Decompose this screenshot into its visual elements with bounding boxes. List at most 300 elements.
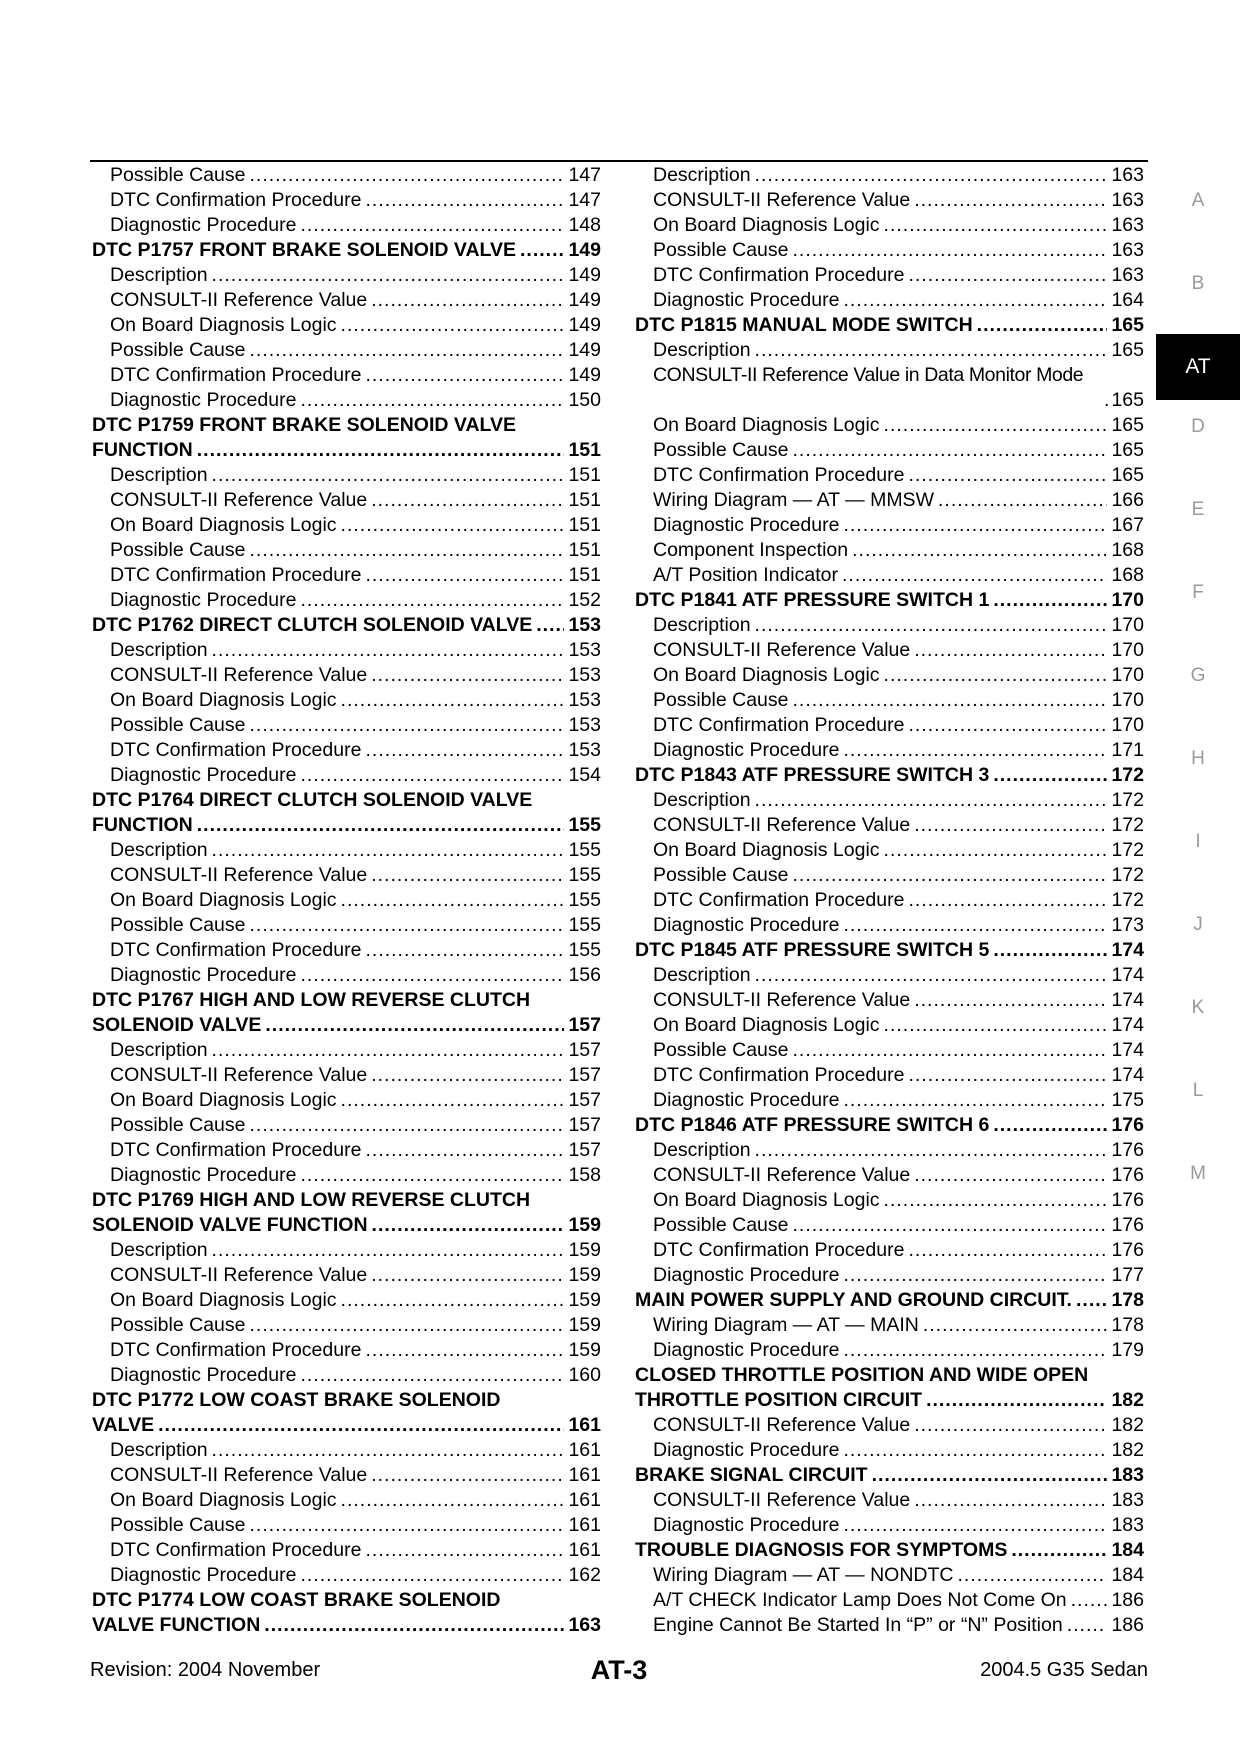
toc-entry[interactable] bbox=[635, 513, 1144, 538]
toc-entry[interactable] bbox=[635, 338, 1144, 363]
toc-entry[interactable] bbox=[635, 238, 1144, 263]
toc-title: Description bbox=[110, 464, 208, 486]
toc-title: On Board Diagnosis Logic bbox=[653, 1014, 880, 1036]
toc-entry[interactable] bbox=[635, 988, 1144, 1013]
toc-entry[interactable] bbox=[92, 838, 601, 863]
toc-entry[interactable] bbox=[92, 1088, 601, 1113]
toc-entry[interactable] bbox=[92, 688, 601, 713]
toc-page-number: 157 bbox=[568, 1114, 601, 1136]
toc-title: Possible Cause bbox=[110, 1114, 246, 1136]
dot-leader bbox=[250, 1513, 565, 1538]
toc-page-number: 151 bbox=[568, 489, 601, 511]
dot-leader bbox=[365, 188, 564, 213]
toc-page-number: 176 bbox=[1111, 1114, 1144, 1136]
dot-leader bbox=[938, 488, 1107, 513]
dot-leader bbox=[300, 388, 564, 413]
toc-entry[interactable] bbox=[92, 338, 601, 363]
dot-leader bbox=[993, 763, 1107, 788]
toc-entry[interactable] bbox=[92, 1588, 601, 1613]
toc-page-number: 176 bbox=[1111, 1239, 1144, 1261]
toc-entry[interactable] bbox=[92, 413, 601, 438]
section-tab-d[interactable]: D bbox=[1191, 416, 1205, 437]
toc-entry[interactable] bbox=[92, 1163, 601, 1188]
toc-entry[interactable] bbox=[92, 1613, 601, 1638]
toc-entry[interactable] bbox=[635, 938, 1144, 963]
toc-title: DTC Confirmation Procedure bbox=[110, 939, 362, 961]
toc-entry[interactable] bbox=[635, 1038, 1144, 1063]
toc-title: Possible Cause bbox=[110, 1314, 246, 1336]
toc-page-number: 177 bbox=[1111, 1264, 1144, 1286]
dot-leader bbox=[341, 688, 565, 713]
toc-page-number: 172 bbox=[1111, 764, 1144, 786]
toc-left-column bbox=[92, 163, 601, 1638]
toc-entry[interactable] bbox=[635, 1438, 1144, 1463]
model-text: 2004.5 G35 Sedan bbox=[980, 1659, 1148, 1681]
toc-page-number: 153 bbox=[568, 739, 601, 761]
toc-entry[interactable] bbox=[635, 488, 1144, 513]
toc-title: DTC Confirmation Procedure bbox=[653, 714, 905, 736]
toc-page-number: 148 bbox=[568, 214, 601, 236]
dot-leader bbox=[843, 738, 1107, 763]
toc-page-number: 158 bbox=[568, 1164, 601, 1186]
toc-title: Description bbox=[110, 1439, 208, 1461]
toc-page-number: 182 bbox=[1111, 1389, 1144, 1411]
toc-entry[interactable] bbox=[92, 988, 601, 1013]
toc-page-number: 155 bbox=[568, 939, 601, 961]
toc-entry[interactable] bbox=[635, 1213, 1144, 1238]
section-tab-g[interactable]: G bbox=[1190, 665, 1206, 686]
section-tab-j[interactable]: J bbox=[1193, 914, 1203, 935]
toc-entry[interactable] bbox=[92, 638, 601, 663]
toc-page-number: 163 bbox=[1111, 239, 1144, 261]
toc-page-number: 149 bbox=[568, 314, 601, 336]
toc-title: CONSULT-II Reference Value bbox=[110, 1464, 368, 1486]
dot-leader bbox=[300, 963, 564, 988]
toc-page-number: 149 bbox=[568, 289, 601, 311]
toc-entry[interactable] bbox=[635, 1263, 1144, 1288]
section-tab-e[interactable]: E bbox=[1191, 499, 1205, 520]
toc-title: DTC P1769 HIGH AND LOW REVERSE CLUTCH bbox=[92, 1189, 531, 1211]
dot-leader bbox=[914, 638, 1107, 663]
dot-leader bbox=[371, 663, 564, 688]
dot-leader bbox=[341, 513, 565, 538]
dot-leader bbox=[793, 438, 1108, 463]
toc-entry[interactable] bbox=[635, 613, 1144, 638]
toc-page-number: 176 bbox=[1111, 1164, 1144, 1186]
toc-title: Description bbox=[110, 1039, 208, 1061]
toc-title: On Board Diagnosis Logic bbox=[110, 689, 337, 711]
toc-page-number: 165 bbox=[1111, 389, 1144, 411]
dot-leader bbox=[300, 763, 564, 788]
toc-title: DTC P1845 ATF PRESSURE SWITCH 5 bbox=[635, 939, 990, 961]
toc-title: CONSULT-II Reference Value bbox=[653, 1164, 911, 1186]
toc-entry[interactable] bbox=[92, 1338, 601, 1363]
toc-page-number: 186 bbox=[1111, 1589, 1144, 1611]
toc-page-number: 157 bbox=[568, 1089, 601, 1111]
toc-page-number: 172 bbox=[1111, 889, 1144, 911]
toc-entry[interactable] bbox=[635, 713, 1144, 738]
toc-page-number: 155 bbox=[568, 839, 601, 861]
dot-leader bbox=[914, 1413, 1107, 1438]
toc-entry[interactable] bbox=[92, 463, 601, 488]
toc-page-number: 163 bbox=[1111, 164, 1144, 186]
toc-entry[interactable] bbox=[635, 588, 1144, 613]
dot-leader bbox=[914, 1488, 1107, 1513]
dot-leader bbox=[300, 213, 564, 238]
toc-entry[interactable] bbox=[92, 1363, 601, 1388]
dot-leader bbox=[755, 163, 1108, 188]
toc-title: On Board Diagnosis Logic bbox=[653, 839, 880, 861]
toc-entry[interactable] bbox=[92, 1213, 601, 1238]
toc-entry[interactable] bbox=[635, 1163, 1144, 1188]
toc-entry[interactable] bbox=[635, 963, 1144, 988]
dot-leader bbox=[371, 1063, 564, 1088]
toc-title: DTC Confirmation Procedure bbox=[110, 1539, 362, 1561]
toc-page-number: 183 bbox=[1111, 1489, 1144, 1511]
toc-entry[interactable] bbox=[635, 563, 1144, 588]
toc-title: On Board Diagnosis Logic bbox=[653, 664, 880, 686]
toc-page-number: 179 bbox=[1111, 1339, 1144, 1361]
dot-leader bbox=[1076, 1288, 1107, 1313]
toc-title: Diagnostic Procedure bbox=[653, 914, 840, 936]
toc-title: CONSULT-II Reference Value bbox=[653, 1414, 911, 1436]
toc-entry[interactable] bbox=[635, 1063, 1144, 1088]
toc-entry[interactable] bbox=[92, 863, 601, 888]
dot-leader bbox=[212, 638, 565, 663]
toc-entry[interactable] bbox=[92, 788, 601, 813]
toc-entry[interactable] bbox=[635, 1088, 1144, 1113]
dot-leader bbox=[993, 588, 1107, 613]
toc-entry[interactable] bbox=[635, 1388, 1144, 1413]
section-tab-l[interactable]: L bbox=[1192, 1080, 1204, 1101]
toc-title: Possible Cause bbox=[653, 1214, 789, 1236]
toc-entry[interactable] bbox=[92, 738, 601, 763]
toc-page-number: 172 bbox=[1111, 839, 1144, 861]
toc-page-number: 162 bbox=[568, 1564, 601, 1586]
toc-title: On Board Diagnosis Logic bbox=[653, 414, 880, 436]
toc-entry[interactable] bbox=[92, 1488, 601, 1513]
toc-entry[interactable] bbox=[635, 813, 1144, 838]
toc-entry[interactable] bbox=[92, 188, 601, 213]
toc-entry[interactable] bbox=[635, 163, 1144, 188]
toc-page-number: 154 bbox=[568, 764, 601, 786]
toc-entry[interactable] bbox=[635, 1313, 1144, 1338]
toc-entry[interactable] bbox=[635, 313, 1144, 338]
toc-title: DTC P1757 FRONT BRAKE SOLENOID VALVE bbox=[92, 239, 517, 261]
toc-entry[interactable] bbox=[635, 738, 1144, 763]
toc-entry[interactable] bbox=[635, 888, 1144, 913]
toc-title: Diagnostic Procedure bbox=[110, 214, 297, 236]
section-tab-b[interactable]: B bbox=[1191, 273, 1205, 294]
toc-entry[interactable] bbox=[635, 1363, 1144, 1388]
toc-page-number: 174 bbox=[1111, 989, 1144, 1011]
dot-leader bbox=[908, 263, 1107, 288]
toc-page-number: 155 bbox=[568, 864, 601, 886]
toc-entry[interactable] bbox=[635, 263, 1144, 288]
toc-title: DTC Confirmation Procedure bbox=[110, 189, 362, 211]
toc-page-number: 170 bbox=[1111, 664, 1144, 686]
toc-title: CONSULT-II Reference Value bbox=[653, 639, 911, 661]
toc-entry[interactable] bbox=[635, 1113, 1144, 1138]
toc-entry[interactable] bbox=[92, 588, 601, 613]
dot-leader bbox=[365, 738, 564, 763]
dot-leader bbox=[993, 1113, 1107, 1138]
page-number: AT-3 bbox=[590, 1655, 648, 1685]
toc-page-number: 184 bbox=[1111, 1539, 1144, 1561]
dot-leader bbox=[365, 563, 564, 588]
toc-title: Possible Cause bbox=[110, 164, 246, 186]
dot-leader bbox=[365, 1538, 564, 1563]
toc-entry[interactable] bbox=[92, 913, 601, 938]
dot-leader bbox=[908, 463, 1107, 488]
toc-page-number: 171 bbox=[1111, 739, 1144, 761]
toc-entry[interactable] bbox=[92, 1313, 601, 1338]
dot-leader bbox=[341, 313, 565, 338]
toc-entry[interactable] bbox=[92, 1563, 601, 1588]
toc-entry[interactable] bbox=[635, 1013, 1144, 1038]
toc-entry[interactable] bbox=[92, 813, 601, 838]
toc-title: FUNCTION bbox=[92, 439, 193, 461]
toc-page-number: 163 bbox=[1111, 214, 1144, 236]
section-tab-a[interactable]: A bbox=[1191, 190, 1205, 211]
toc-page-number: 151 bbox=[568, 564, 601, 586]
dot-leader bbox=[372, 1213, 565, 1238]
toc-entry[interactable] bbox=[92, 1288, 601, 1313]
toc-entry[interactable] bbox=[92, 1538, 601, 1563]
toc-page-number: 172 bbox=[1111, 864, 1144, 886]
dot-leader bbox=[842, 563, 1107, 588]
toc-title: Possible Cause bbox=[653, 1039, 789, 1061]
toc-entry[interactable] bbox=[635, 363, 1144, 388]
toc-entry[interactable] bbox=[92, 888, 601, 913]
section-tab-k[interactable]: K bbox=[1191, 997, 1205, 1018]
toc-entry[interactable] bbox=[92, 263, 601, 288]
toc-page-number: 153 bbox=[568, 714, 601, 736]
dot-leader bbox=[212, 463, 565, 488]
dot-leader bbox=[993, 938, 1107, 963]
toc-entry[interactable] bbox=[92, 1188, 601, 1213]
toc-entry[interactable] bbox=[92, 963, 601, 988]
toc-page-number: 161 bbox=[568, 1514, 601, 1536]
dot-leader bbox=[755, 338, 1108, 363]
toc-entry[interactable] bbox=[635, 863, 1144, 888]
toc-entry[interactable] bbox=[635, 538, 1144, 563]
toc-title: Wiring Diagram — AT — NONDTC bbox=[653, 1564, 954, 1586]
toc-entry[interactable] bbox=[92, 163, 601, 188]
toc-entry[interactable] bbox=[92, 1138, 601, 1163]
toc-page-number: 149 bbox=[568, 239, 601, 261]
toc-entry[interactable] bbox=[635, 1463, 1144, 1488]
dot-leader bbox=[264, 1613, 564, 1638]
toc-entry[interactable] bbox=[92, 1038, 601, 1063]
revision-text: Revision: 2004 November bbox=[90, 1659, 321, 1681]
toc-title: Possible Cause bbox=[110, 539, 246, 561]
toc-entry[interactable] bbox=[92, 238, 601, 263]
toc-entry[interactable] bbox=[635, 638, 1144, 663]
toc-entry[interactable] bbox=[92, 613, 601, 638]
dot-leader bbox=[793, 863, 1108, 888]
dot-leader bbox=[914, 988, 1107, 1013]
toc-page-number: 153 bbox=[568, 664, 601, 686]
section-tab-i[interactable]: I bbox=[1195, 831, 1201, 852]
toc-entry[interactable] bbox=[635, 413, 1144, 438]
toc-title: Diagnostic Procedure bbox=[653, 1439, 840, 1461]
toc-entry[interactable] bbox=[635, 1613, 1144, 1638]
toc-title: Diagnostic Procedure bbox=[110, 1564, 297, 1586]
dot-leader bbox=[908, 1063, 1107, 1088]
toc-entry[interactable] bbox=[635, 1238, 1144, 1263]
toc-title: VALVE bbox=[92, 1414, 155, 1436]
toc-page-number: 150 bbox=[568, 389, 601, 411]
toc-entry[interactable] bbox=[92, 763, 601, 788]
dot-leader bbox=[1067, 1613, 1108, 1638]
toc-page-number: 152 bbox=[568, 589, 601, 611]
toc-entry[interactable] bbox=[92, 1063, 601, 1088]
toc-title: On Board Diagnosis Logic bbox=[110, 889, 337, 911]
toc-entry[interactable] bbox=[92, 313, 601, 338]
toc-entry[interactable] bbox=[92, 563, 601, 588]
toc-entry[interactable] bbox=[92, 1388, 601, 1413]
dot-leader bbox=[250, 1113, 565, 1138]
toc-page-number: 183 bbox=[1111, 1514, 1144, 1536]
toc-entry[interactable] bbox=[635, 188, 1144, 213]
toc-entry[interactable] bbox=[635, 288, 1144, 313]
toc-entry[interactable] bbox=[635, 1513, 1144, 1538]
toc-entry[interactable] bbox=[92, 663, 601, 688]
toc-entry[interactable] bbox=[92, 1013, 601, 1038]
dot-leader bbox=[371, 1263, 564, 1288]
toc-entry[interactable] bbox=[635, 1488, 1144, 1513]
toc-entry[interactable] bbox=[635, 1338, 1144, 1363]
toc-entry[interactable] bbox=[92, 1463, 601, 1488]
dot-leader bbox=[884, 1013, 1108, 1038]
toc-page-number: 168 bbox=[1111, 539, 1144, 561]
toc-entry[interactable] bbox=[635, 1288, 1144, 1313]
toc-entry[interactable] bbox=[92, 288, 601, 313]
toc-page-number: 151 bbox=[568, 439, 601, 461]
toc-entry[interactable] bbox=[635, 1413, 1144, 1438]
toc-title: Possible Cause bbox=[110, 1514, 246, 1536]
section-tab-f[interactable]: F bbox=[1192, 582, 1204, 603]
section-tab-m[interactable]: M bbox=[1190, 1163, 1206, 1184]
toc-page-number: 163 bbox=[1111, 189, 1144, 211]
toc-entry[interactable] bbox=[92, 713, 601, 738]
toc-entry[interactable] bbox=[635, 763, 1144, 788]
toc-entry[interactable] bbox=[635, 838, 1144, 863]
toc-entry[interactable] bbox=[635, 1588, 1144, 1613]
toc-title: DTC P1843 ATF PRESSURE SWITCH 3 bbox=[635, 764, 990, 786]
toc-entry[interactable] bbox=[635, 1138, 1144, 1163]
toc-entry[interactable]: . 165 bbox=[1104, 389, 1144, 411]
toc-title: Description bbox=[110, 639, 208, 661]
dot-leader bbox=[843, 288, 1107, 313]
toc-entry[interactable] bbox=[635, 688, 1144, 713]
toc-entry[interactable] bbox=[92, 363, 601, 388]
dot-leader bbox=[884, 1188, 1108, 1213]
toc-title: Component Inspection bbox=[653, 539, 849, 561]
toc-page-number: 159 bbox=[568, 1289, 601, 1311]
toc-entry[interactable] bbox=[92, 488, 601, 513]
toc-entry[interactable] bbox=[92, 213, 601, 238]
dot-leader bbox=[843, 1088, 1107, 1113]
toc-entry[interactable] bbox=[92, 1513, 601, 1538]
dot-leader bbox=[926, 1388, 1107, 1413]
toc-page-number: 165 bbox=[1111, 339, 1144, 361]
toc-page-number: 170 bbox=[1111, 689, 1144, 711]
toc-entry[interactable] bbox=[92, 1113, 601, 1138]
toc-entry[interactable] bbox=[92, 388, 601, 413]
toc-title: CLOSED THROTTLE POSITION AND WIDE OPEN bbox=[635, 1364, 1089, 1386]
toc-page-number: 149 bbox=[568, 364, 601, 386]
toc-entry[interactable] bbox=[92, 1263, 601, 1288]
dot-leader bbox=[914, 813, 1107, 838]
toc-page-number: 174 bbox=[1111, 1039, 1144, 1061]
toc-title: THROTTLE POSITION CIRCUIT bbox=[635, 1389, 923, 1411]
toc-title: On Board Diagnosis Logic bbox=[653, 1189, 880, 1211]
dot-leader bbox=[212, 1238, 565, 1263]
toc-entry[interactable] bbox=[635, 663, 1144, 688]
toc-title: DTC Confirmation Procedure bbox=[110, 1339, 362, 1361]
toc-page-number: 183 bbox=[1111, 1464, 1144, 1486]
toc-page-number: 159 bbox=[568, 1314, 601, 1336]
toc-page-number: 161 bbox=[568, 1464, 601, 1486]
dot-leader bbox=[300, 1363, 564, 1388]
toc-entry[interactable] bbox=[635, 213, 1144, 238]
dot-leader bbox=[341, 1088, 565, 1113]
section-tab-at[interactable]: AT bbox=[1156, 334, 1240, 400]
toc-title: Description bbox=[653, 614, 751, 636]
toc-title: DTC Confirmation Procedure bbox=[110, 364, 362, 386]
toc-entry[interactable] bbox=[635, 438, 1144, 463]
toc-entry[interactable] bbox=[92, 1238, 601, 1263]
toc-entry[interactable] bbox=[92, 938, 601, 963]
toc-title: Description bbox=[653, 789, 751, 811]
toc-entry[interactable] bbox=[92, 1413, 601, 1438]
dot-leader bbox=[923, 1313, 1108, 1338]
toc-entry[interactable] bbox=[635, 1538, 1144, 1563]
toc-title: CONSULT-II Reference Value bbox=[653, 189, 911, 211]
toc-title: DTC P1767 HIGH AND LOW REVERSE CLUTCH bbox=[92, 989, 531, 1011]
toc-page-number: 157 bbox=[568, 1014, 601, 1036]
dot-leader bbox=[755, 613, 1108, 638]
toc-entry[interactable] bbox=[92, 1438, 601, 1463]
toc-entry[interactable] bbox=[635, 788, 1144, 813]
toc-title: CONSULT-II Reference Value bbox=[110, 664, 368, 686]
toc-entry[interactable] bbox=[635, 463, 1144, 488]
dot-leader bbox=[1071, 1588, 1108, 1613]
toc-entry[interactable] bbox=[92, 513, 601, 538]
dot-leader bbox=[843, 1338, 1107, 1363]
toc-entry[interactable] bbox=[92, 538, 601, 563]
toc-entry[interactable] bbox=[635, 1188, 1144, 1213]
dot-leader bbox=[872, 1463, 1108, 1488]
toc-entry[interactable] bbox=[635, 1563, 1144, 1588]
section-tab-h[interactable]: H bbox=[1191, 748, 1205, 769]
toc-entry[interactable] bbox=[635, 913, 1144, 938]
toc-title: DTC P1772 LOW COAST BRAKE SOLENOID bbox=[92, 1389, 501, 1411]
toc-title: DTC Confirmation Procedure bbox=[110, 739, 362, 761]
toc-page-number: 155 bbox=[568, 889, 601, 911]
toc-title: SOLENOID VALVE bbox=[92, 1014, 262, 1036]
dot-leader bbox=[884, 213, 1108, 238]
toc-entry[interactable] bbox=[92, 438, 601, 463]
dot-leader bbox=[212, 1438, 565, 1463]
dot-leader bbox=[341, 1288, 565, 1313]
toc-page-number: 156 bbox=[568, 964, 601, 986]
dot-leader bbox=[341, 1488, 565, 1513]
dot-leader bbox=[365, 1138, 564, 1163]
dot-leader bbox=[884, 838, 1108, 863]
